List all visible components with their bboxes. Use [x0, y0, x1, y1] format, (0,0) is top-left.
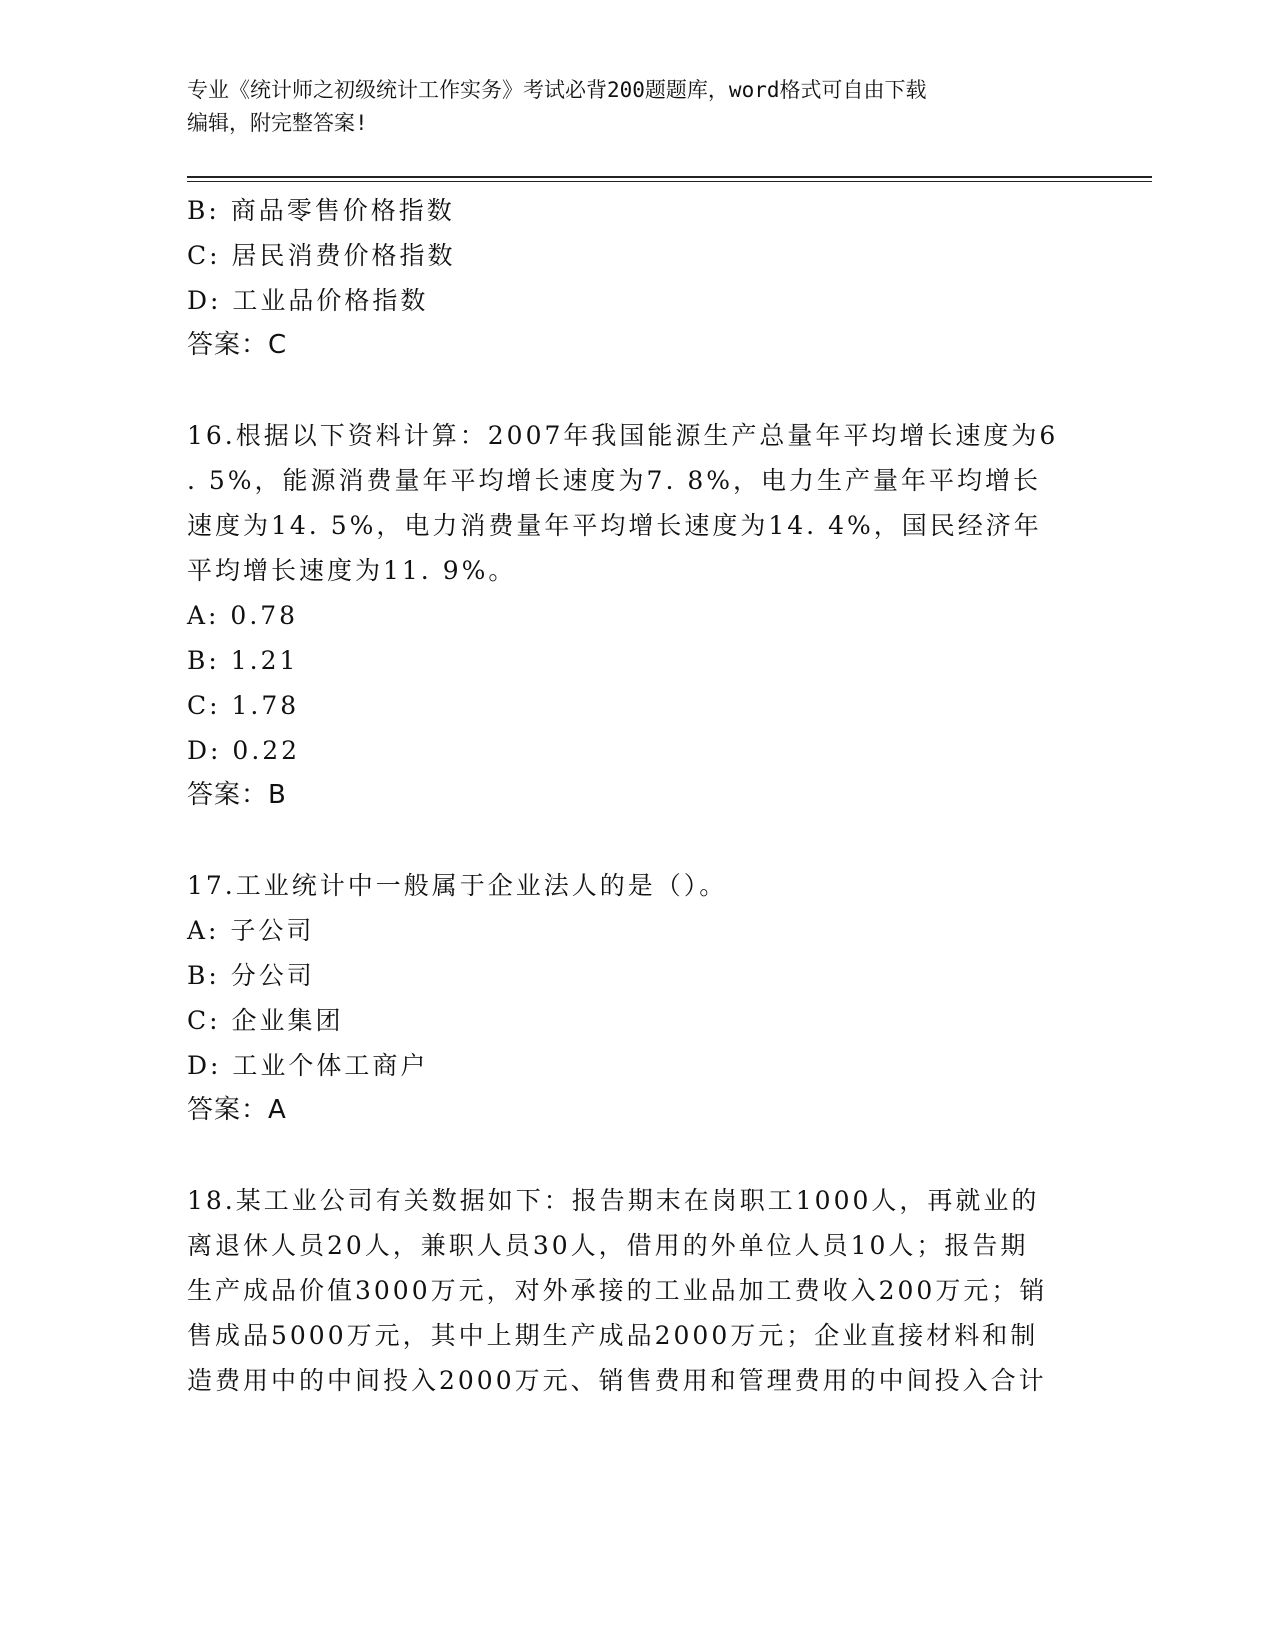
q17-option-d: D: 工业个体工商户 — [187, 1051, 429, 1080]
q17-option-b: B: 分公司 — [187, 961, 315, 990]
q16-option-a: A: 0.78 — [187, 601, 299, 630]
page-header — [187, 74, 1087, 140]
header-title-line-2: 编辑，附完整答案! — [187, 111, 368, 135]
header-title-line-1: 专业《统计师之初级统计工作实务》考试必背200题题库，word格式可自由下载 — [187, 78, 927, 102]
document-body — [187, 188, 1087, 1403]
q15-answer: 答案：C — [187, 330, 288, 360]
q18-stem-line-2: 离退休人员20人，兼职人员30人，借用的外单位人员10人；报告期 — [187, 1231, 1029, 1260]
q16-option-b: B: 1.21 — [187, 646, 299, 675]
q16-stem-line-1: 16.根据以下资料计算：2007年我国能源生产总量年平均增长速度为6 — [187, 421, 1059, 450]
q16-option-d: D: 0.22 — [187, 736, 301, 765]
header-divider — [187, 176, 1152, 182]
q18-stem-line-5: 造费用中的中间投入2000万元、销售费用和管理费用的中间投入合计 — [187, 1366, 1047, 1395]
q17-option-a: A: 子公司 — [187, 916, 315, 945]
q15-option-d: D: 工业品价格指数 — [187, 286, 429, 315]
q16-option-c: C: 1.78 — [187, 691, 300, 720]
q16-stem-line-2: . 5%，能源消费量年平均增长速度为7. 8%，电力生产量年平均增长 — [187, 466, 1042, 495]
spacer — [187, 368, 1087, 413]
q18-stem-line-3: 生产成品价值3000万元，对外承接的工业品加工费收入200万元；销 — [187, 1276, 1048, 1305]
q16-stem-line-3: 速度为14. 5%，电力消费量年平均增长速度为14. 4%，国民经济年 — [187, 511, 1042, 540]
q16-stem-line-4: 平均增长速度为11. 9%。 — [187, 556, 517, 585]
spacer — [187, 1133, 1087, 1178]
q17-answer: 答案：A — [187, 1095, 287, 1125]
q15-option-c: C: 居民消费价格指数 — [187, 241, 456, 270]
q18-stem-line-1: 18.某工业公司有关数据如下：报告期末在岗职工1000人，再就业的 — [187, 1186, 1040, 1215]
q18-stem-line-4: 售成品5000万元，其中上期生产成品2000万元；企业直接材料和制 — [187, 1321, 1039, 1350]
q15-option-b: B: 商品零售价格指数 — [187, 196, 455, 225]
spacer — [187, 818, 1087, 863]
q17-stem: 17.工业统计中一般属于企业法人的是（）。 — [187, 871, 728, 900]
q17-option-c: C: 企业集团 — [187, 1006, 344, 1035]
q16-answer: 答案：B — [187, 780, 287, 810]
